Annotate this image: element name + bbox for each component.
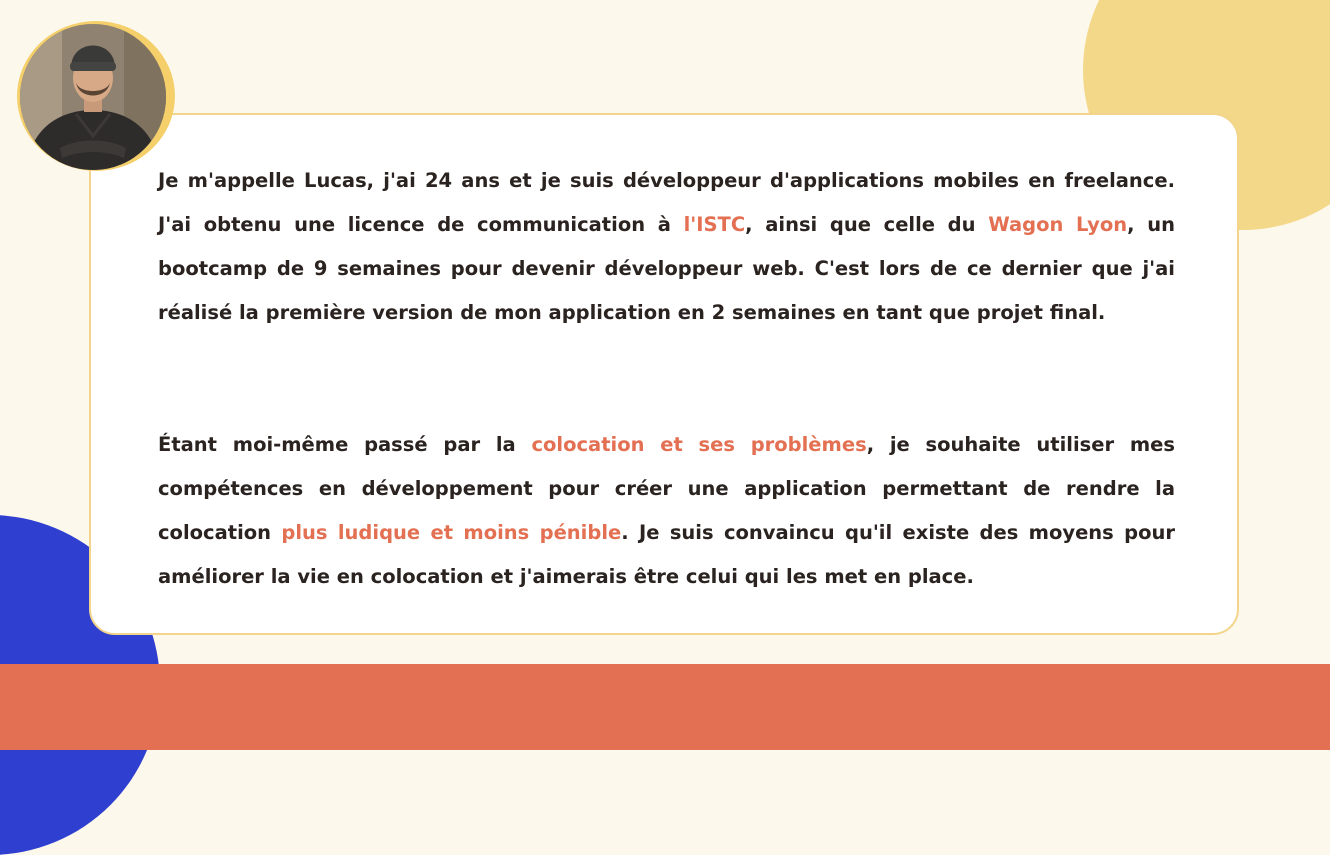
bio-text: Étant moi-même passé par la <box>158 433 532 456</box>
bio-text: . Je suis convaincu qu'il existe des moyens pour améliorer la vie en colocation et j'aimerais être celui qui les met en place. <box>158 521 1175 588</box>
wagon-lyon-link[interactable]: Wagon Lyon <box>988 213 1128 236</box>
avatar <box>20 24 166 170</box>
highlight-fun-and-easy: plus ludique et moins pénible <box>281 521 622 544</box>
bio-text: , ainsi que celle du <box>745 213 989 236</box>
bio-paragraph-intro <box>158 159 1175 335</box>
highlight-colocation-problems: colocation et ses problèmes <box>531 433 867 456</box>
bio-text: , un bootcamp de 9 semaines pour devenir développeur web. C'est lors de ce dernier que j'ai réalisé la première version de mon application en 2 semaines en tant que projet final. <box>158 213 1175 324</box>
istc-link[interactable]: l'ISTC <box>683 213 746 236</box>
bio-text: , je souhaite utiliser mes compétences en développement pour créer une application permettant de rendre la colocation <box>158 433 1175 544</box>
bio-card <box>89 113 1239 635</box>
footer-band <box>0 664 1330 750</box>
bio-text: Je m'appelle Lucas, j'ai 24 ans et je suis développeur d'applications mobiles en freelance. J'ai obtenu une licence de communication à <box>158 169 1175 236</box>
profile-photo-icon <box>20 24 166 170</box>
bio-paragraph-mission <box>158 423 1175 599</box>
